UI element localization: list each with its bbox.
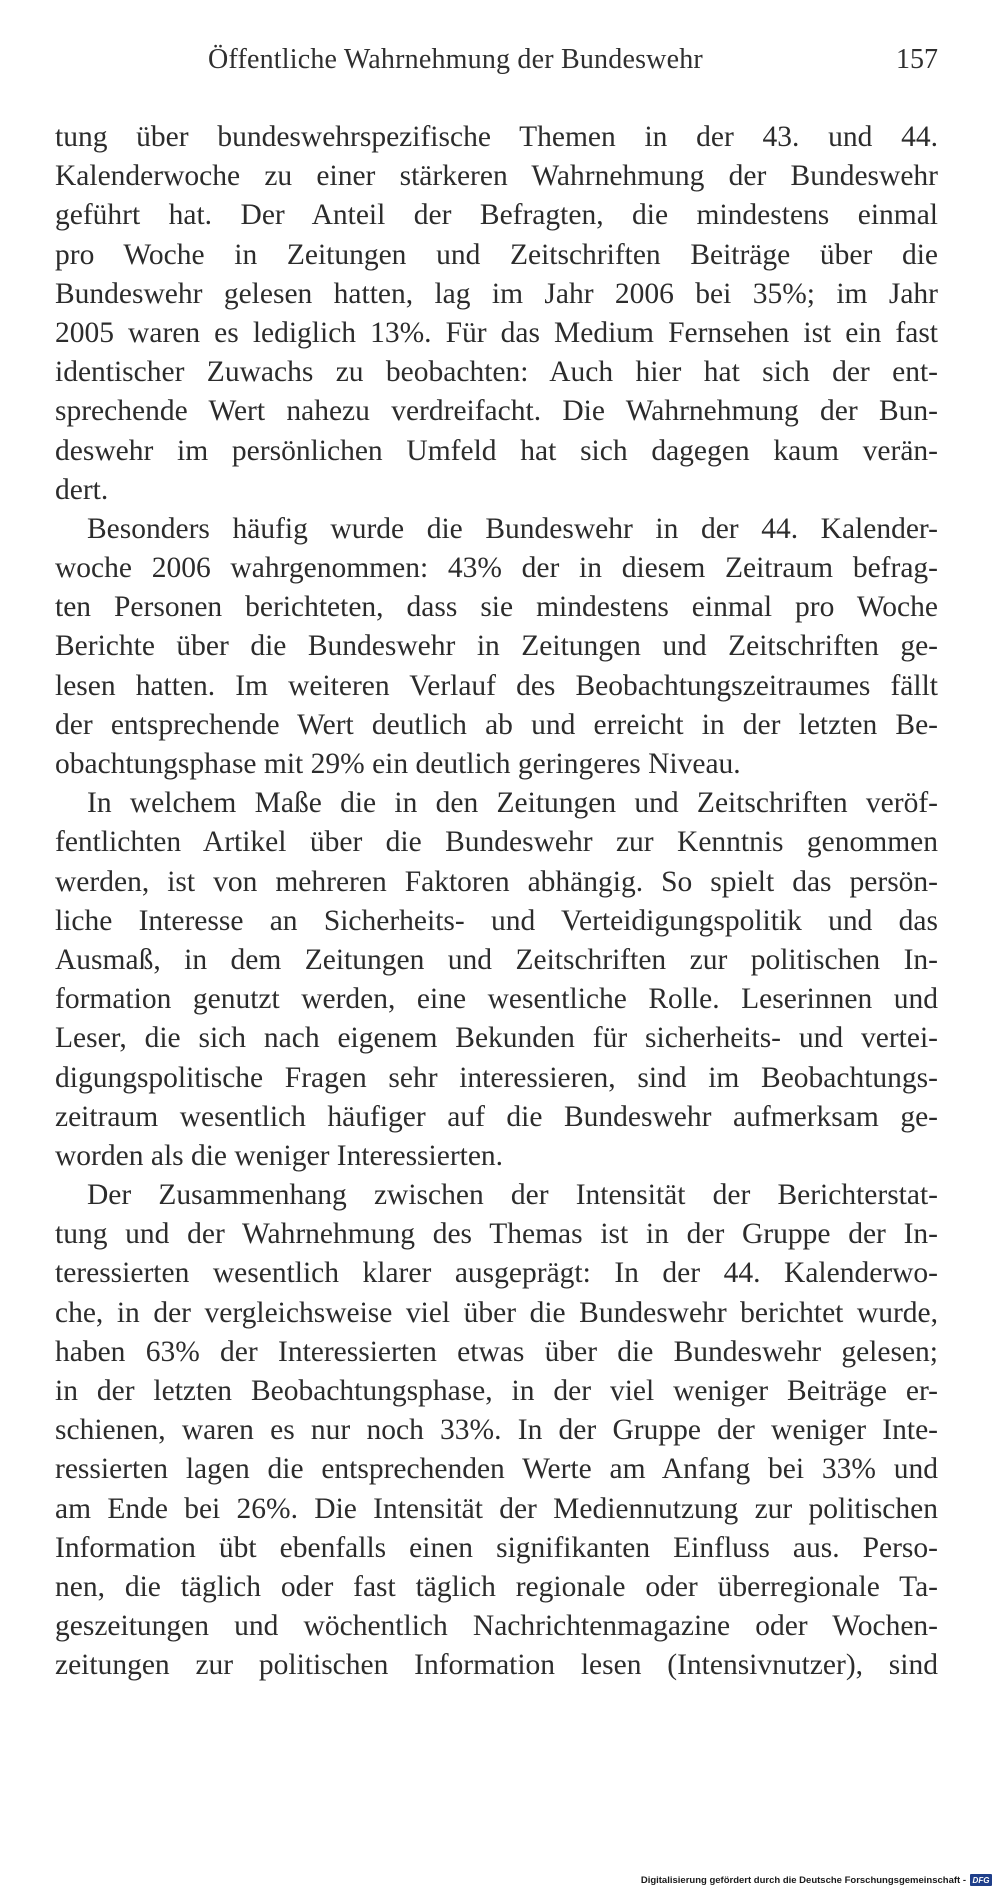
text-line: nen, die täglich oder fast täglich regionale oder überregionale Ta-: [55, 1570, 938, 1603]
text-line: der entsprechende Wert deutlich ab und erreicht in der letzten Be-: [55, 708, 938, 741]
text-line: teressierten wesentlich klarer ausgeprägt: In der 44. Kalenderwo-: [55, 1257, 938, 1290]
text-line: Information übt ebenfalls einen signifikanten Einfluss aus. Perso-: [55, 1531, 938, 1564]
text-line: Der Zusammenhang zwischen der Intensität der Berichterstat-: [87, 1179, 938, 1212]
text-line: Ausmaß, in dem Zeitungen und Zeitschriften zur politischen In-: [55, 943, 938, 976]
body-text: [55, 118, 938, 1686]
text-line: Berichte über die Bundeswehr in Zeitungen und Zeitschriften ge-: [55, 630, 938, 663]
text-line: ressierten lagen die entsprechenden Werte am Anfang bei 33% und: [55, 1453, 938, 1486]
text-line: tung über bundeswehrspezifische Themen in der 43. und 44.: [55, 121, 938, 153]
text-line: ten Personen berichteten, dass sie mindestens einmal pro Woche: [55, 591, 938, 624]
dfg-logo-icon: DFG: [970, 1874, 992, 1886]
text-line: Kalenderwoche zu einer stärkeren Wahrnehmung der Bundeswehr: [55, 160, 938, 193]
text-line: pro Woche in Zeitungen und Zeitschriften Beiträge über die: [55, 238, 938, 271]
paragraph: [55, 784, 938, 1176]
text-line: geführt hat. Der Anteil der Befragten, die mindestens einmal: [55, 199, 938, 232]
text-line: identischer Zuwachs zu beobachten: Auch hier hat sich der ent-: [55, 356, 938, 389]
text-line: woche 2006 wahrgenommen: 43% der in diesem Zeitraum befrag-: [55, 552, 938, 585]
text-line: worden als die weniger Interessierten.: [55, 1139, 504, 1172]
text-line: tung und der Wahrnehmung des Themas ist in der Gruppe der In-: [55, 1218, 938, 1251]
text-line: che, in der vergleichsweise viel über die Bundeswehr berichtet wurde,: [55, 1296, 938, 1329]
text-line: haben 63% der Interessierten etwas über die Bundeswehr gelesen;: [55, 1335, 938, 1368]
text-line: zeitraum wesentlich häufiger auf die Bundeswehr aufmerksam ge-: [55, 1100, 938, 1133]
text-line: formation genutzt werden, eine wesentliche Rolle. Leserinnen und: [55, 983, 938, 1016]
text-line: fentlichten Artikel über die Bundeswehr zur Kenntnis genommen: [55, 826, 938, 859]
page-number: 157: [896, 44, 938, 75]
text-line: deswehr im persönlichen Umfeld hat sich dagegen kaum verän-: [55, 434, 938, 467]
running-head: [55, 44, 938, 84]
text-line: dert.: [55, 473, 109, 506]
running-title: Öffentliche Wahrnehmung der Bundeswehr: [208, 44, 703, 75]
text-line: am Ende bei 26%. Die Intensität der Mediennutzung zur politischen: [55, 1492, 938, 1525]
text-line: sprechende Wert nahezu verdreifacht. Die Wahrnehmung der Bun-: [55, 395, 938, 428]
digitization-note: Digitalisierung gefördert durch die Deutsche Forschungsgemeinschaft -: [640, 1874, 966, 1886]
text-line: In welchem Maße die in den Zeitungen und Zeitschriften veröf-: [87, 787, 938, 820]
text-line: werden, ist von mehreren Faktoren abhängig. So spielt das persön-: [55, 865, 938, 898]
text-line: schienen, waren es nur noch 33%. In der Gruppe der weniger Inte-: [55, 1414, 938, 1447]
paragraph: [55, 1176, 938, 1685]
paragraph: [55, 510, 938, 784]
text-line: in der letzten Beobachtungsphase, in der viel weniger Beiträge er-: [55, 1375, 938, 1407]
text-line: geszeitungen und wöchentlich Nachrichtenmagazine oder Wochen-: [55, 1610, 938, 1643]
text-line: Bundeswehr gelesen hatten, lag im Jahr 2006 bei 35%; im Jahr: [55, 277, 938, 310]
digitization-footer: [641, 1872, 992, 1888]
text-line: liche Interesse an Sicherheits- und Verteidigungspolitik und das: [55, 904, 938, 937]
text-line: zeitungen zur politischen Information lesen (Intensivnutzer), sind: [55, 1649, 938, 1682]
text-line: obachtungsphase mit 29% ein deutlich geringeres Niveau.: [55, 748, 741, 780]
text-line: digungspolitische Fragen sehr interessieren, sind im Beobachtungs-: [55, 1061, 938, 1094]
text-line: Besonders häufig wurde die Bundeswehr in der 44. Kalender-: [87, 512, 938, 545]
text-line: Leser, die sich nach eigenem Bekunden für sicherheits- und vertei-: [55, 1022, 938, 1055]
text-line: lesen hatten. Im weiteren Verlauf des Beobachtungszeitraumes fällt: [55, 669, 938, 702]
text-line: 2005 waren es lediglich 13%. Für das Medium Fernsehen ist ein fast: [55, 316, 938, 349]
paragraph: [55, 118, 938, 510]
